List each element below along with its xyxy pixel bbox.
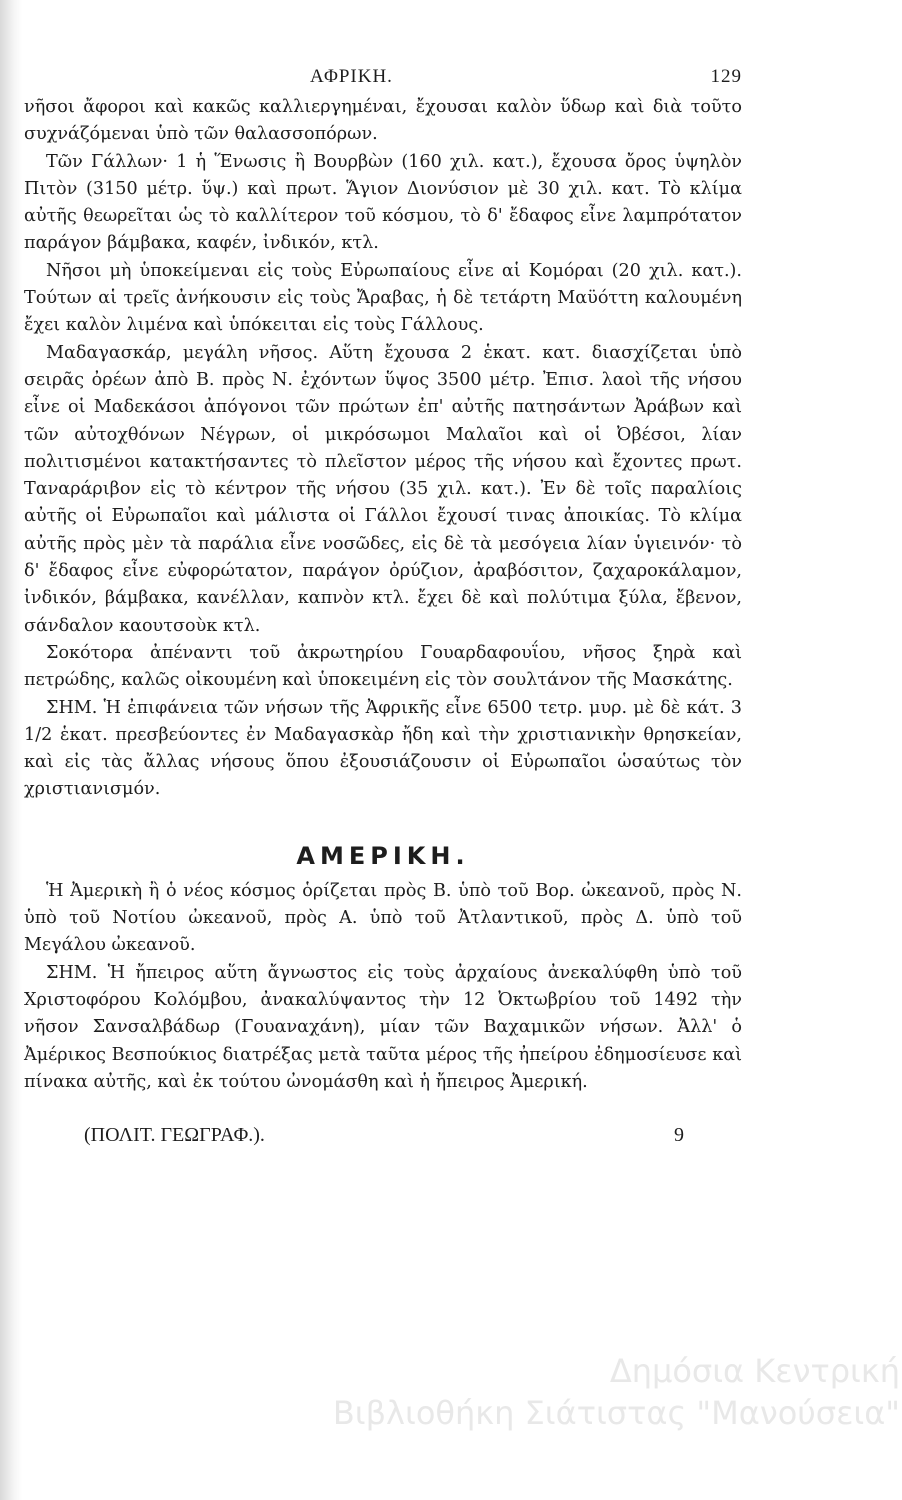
book-page	[24, 66, 742, 1164]
watermark-line: Βιβλιοθήκη Σιάτιστας "Μανούσεια"	[332, 1394, 900, 1432]
signature-number: 9	[674, 1124, 684, 1147]
paragraph: Ἡ Ἀμερικὴ ἢ ὁ νέος κόσμος ὁρίζεται πρὸς Β. ὑπὸ τοῦ Βορ. ὠκεανοῦ, πρὸς Ν. ὑπὸ τοῦ Νοτίου ὠκεανοῦ, πρὸς Α. ὑπὸ τοῦ Ἀτλαντικοῦ, πρὸς Δ. ὑπὸ τοῦ Μεγάλου ὠκεανοῦ.	[24, 880, 742, 956]
signature-mark: (ΠΟΛΙΤ. ΓΕΩΓΡΑΦ.).	[84, 1124, 265, 1147]
note-paragraph: ΣΗΜ. Ἡ ἐπιφάνεια τῶν νήσων τῆς Ἀφρικῆς εἶνε 6500 τετρ. μυρ. μὲ δὲ κάτ. 3 1/2 ἑκατ. πρεσβεύοντες ἐν Μαδαγασκὰρ ἤδη καὶ τὴν χριστιανικὴν θρησκείαν, καὶ εἰς τὰς ἄλλας νήσους ὅπου ἐξουσιάζουσιν οἱ Εὐρωπαῖοι ὡσαύτως τὸν χριστιανισμόν.	[24, 697, 742, 800]
section-heading: ΑΜΕΡΙΚΗ.	[296, 841, 470, 870]
paragraph: Τῶν Γάλλων· 1 ἡ Ἕνωσις ἢ Βουρβὼν (160 χιλ. κατ.), ἔχουσα ὄρος ὑψηλὸν Πιτὸν (3150 μέτρ. ὕψ.) καὶ πρωτ. Ἅγιον Διονύσιον μὲ 30 χιλ. κατ. Τὸ κλίμα αὐτῆς θεωρεῖται ὡς τὸ καλλίτερον τοῦ κόσμου, τὸ δ' ἔδαφος εἶνε λαμπρότατον παράγον βάμβακα, καφέν, ἰνδικόν, κτλ.	[24, 151, 742, 254]
running-header	[24, 66, 742, 94]
scan-binding-edge	[0, 0, 22, 1500]
watermark-line: Δημόσια Κεντρική	[609, 1352, 900, 1390]
running-title: ΑΦΡΙΚΗ.	[310, 66, 393, 87]
note-paragraph: ΣΗΜ. Ἡ ἤπειρος αὕτη ἄγνωστος εἰς τοὺς ἀρχαίους ἀνεκαλύφθη ὑπὸ τοῦ Χριστοφόρου Κολόμβου, ἀνακαλύψαντος τὴν 12 Ὀκτωβρίου τοῦ 1492 τὴν νῆσον Σανσαλβάδωρ (Γουαναχάνη), μίαν τῶν Βαχαμικῶν νήσων. Ἀλλ' ὁ Ἀμέρικος Βεσπούκιος διατρέξας μετὰ ταῦτα μέρος τῆς ἠπείρου ἐδημοσίευσε καὶ πίνακα αὐτῆς, καὶ ἐκ τούτου ὠνομάσθη καὶ ἡ ἤπειρος Ἀμερική.	[24, 962, 742, 1092]
page-number: 129	[710, 66, 742, 87]
library-watermark	[200, 1350, 900, 1434]
page-footer	[24, 1124, 742, 1164]
paragraph: Νῆσοι μὴ ὑποκείμεναι εἰς τοὺς Εὐρωπαίους εἶνε αἱ Κομόραι (20 χιλ. κατ.). Τούτων αἱ τρεῖς ἀνήκουσιν εἰς τοὺς Ἄραβας, ἡ δὲ τετάρτη Μαϋόττη καλουμένη ἔχει καλὸν λιμένα καὶ ὑπόκειται εἰς τοὺς Γάλλους.	[24, 260, 742, 336]
paragraph: Σοκότορα ἀπέναντι τοῦ ἀκρωτηρίου Γουαρδαφουΐου, νῆσος ξηρὰ καὶ πετρώδης, καλῶς οἰκουμένη καὶ ὑποκειμένη εἰς τὸν σουλτάνον τῆς Μασκάτης.	[24, 642, 742, 691]
page-body	[24, 94, 742, 1096]
paragraph: Μαδαγασκάρ, μεγάλη νῆσος. Αὕτη ἔχουσα 2 ἑκατ. κατ. διασχίζεται ὑπὸ σειρᾶς ὀρέων ἀπὸ Β. πρὸς Ν. ἐχόντων ὕψος 3500 μέτρ. Ἐπισ. λαοὶ τῆς νήσου εἶνε οἱ Μαδεκάσοι ἀπόγονοι τῶν πρώτων ἐπ' αὐτῆς πατησάντων Ἀράβων καὶ τῶν αὐτοχθόνων Νέγρων, οἱ μικρόσωμοι Μαλαῖοι καὶ οἱ Ὀβέσοι, λίαν πολιτισμένοι κατακτήσαντες τὸ πλεῖστον μέρος τῆς νήσου καὶ ἔχοντες πρωτ. Ταναράριβον εἰς τὸ κέντρον τῆς νήσου (35 χιλ. κατ.). Ἐν δὲ τοῖς παραλίοις αὐτῆς οἱ Εὐρωπαῖοι καὶ μάλιστα οἱ Γάλλοι ἔχουσί τινας ἀποικίας. Τὸ κλίμα αὐτῆς πρὸς μὲν τὰ παράλια εἶνε νοσῶδες, εἰς δὲ τὰ μεσόγεια λίαν ὑγιεινόν· τὸ δ' ἔδαφος εἶνε εὐφορώτατον, παράγον ὀρύζιον, ἀραβόσιτον, ζαχαροκάλαμον, ἰνδικόν, βάμβακα, κανέλλαν, καπνὸν κτλ. ἔχει δὲ καὶ πολύτιμα ξύλα, ἔβενον, σάνδαλον καουτσοὺκ κτλ.	[24, 342, 742, 636]
paragraph: νῆσοι ἄφοροι καὶ κακῶς καλλιεργημέναι, ἔχουσαι καλὸν ὕδωρ καὶ διὰ τοῦτο συχνάζόμεναι ὑπὸ τῶν θαλασσοπόρων.	[24, 97, 742, 145]
